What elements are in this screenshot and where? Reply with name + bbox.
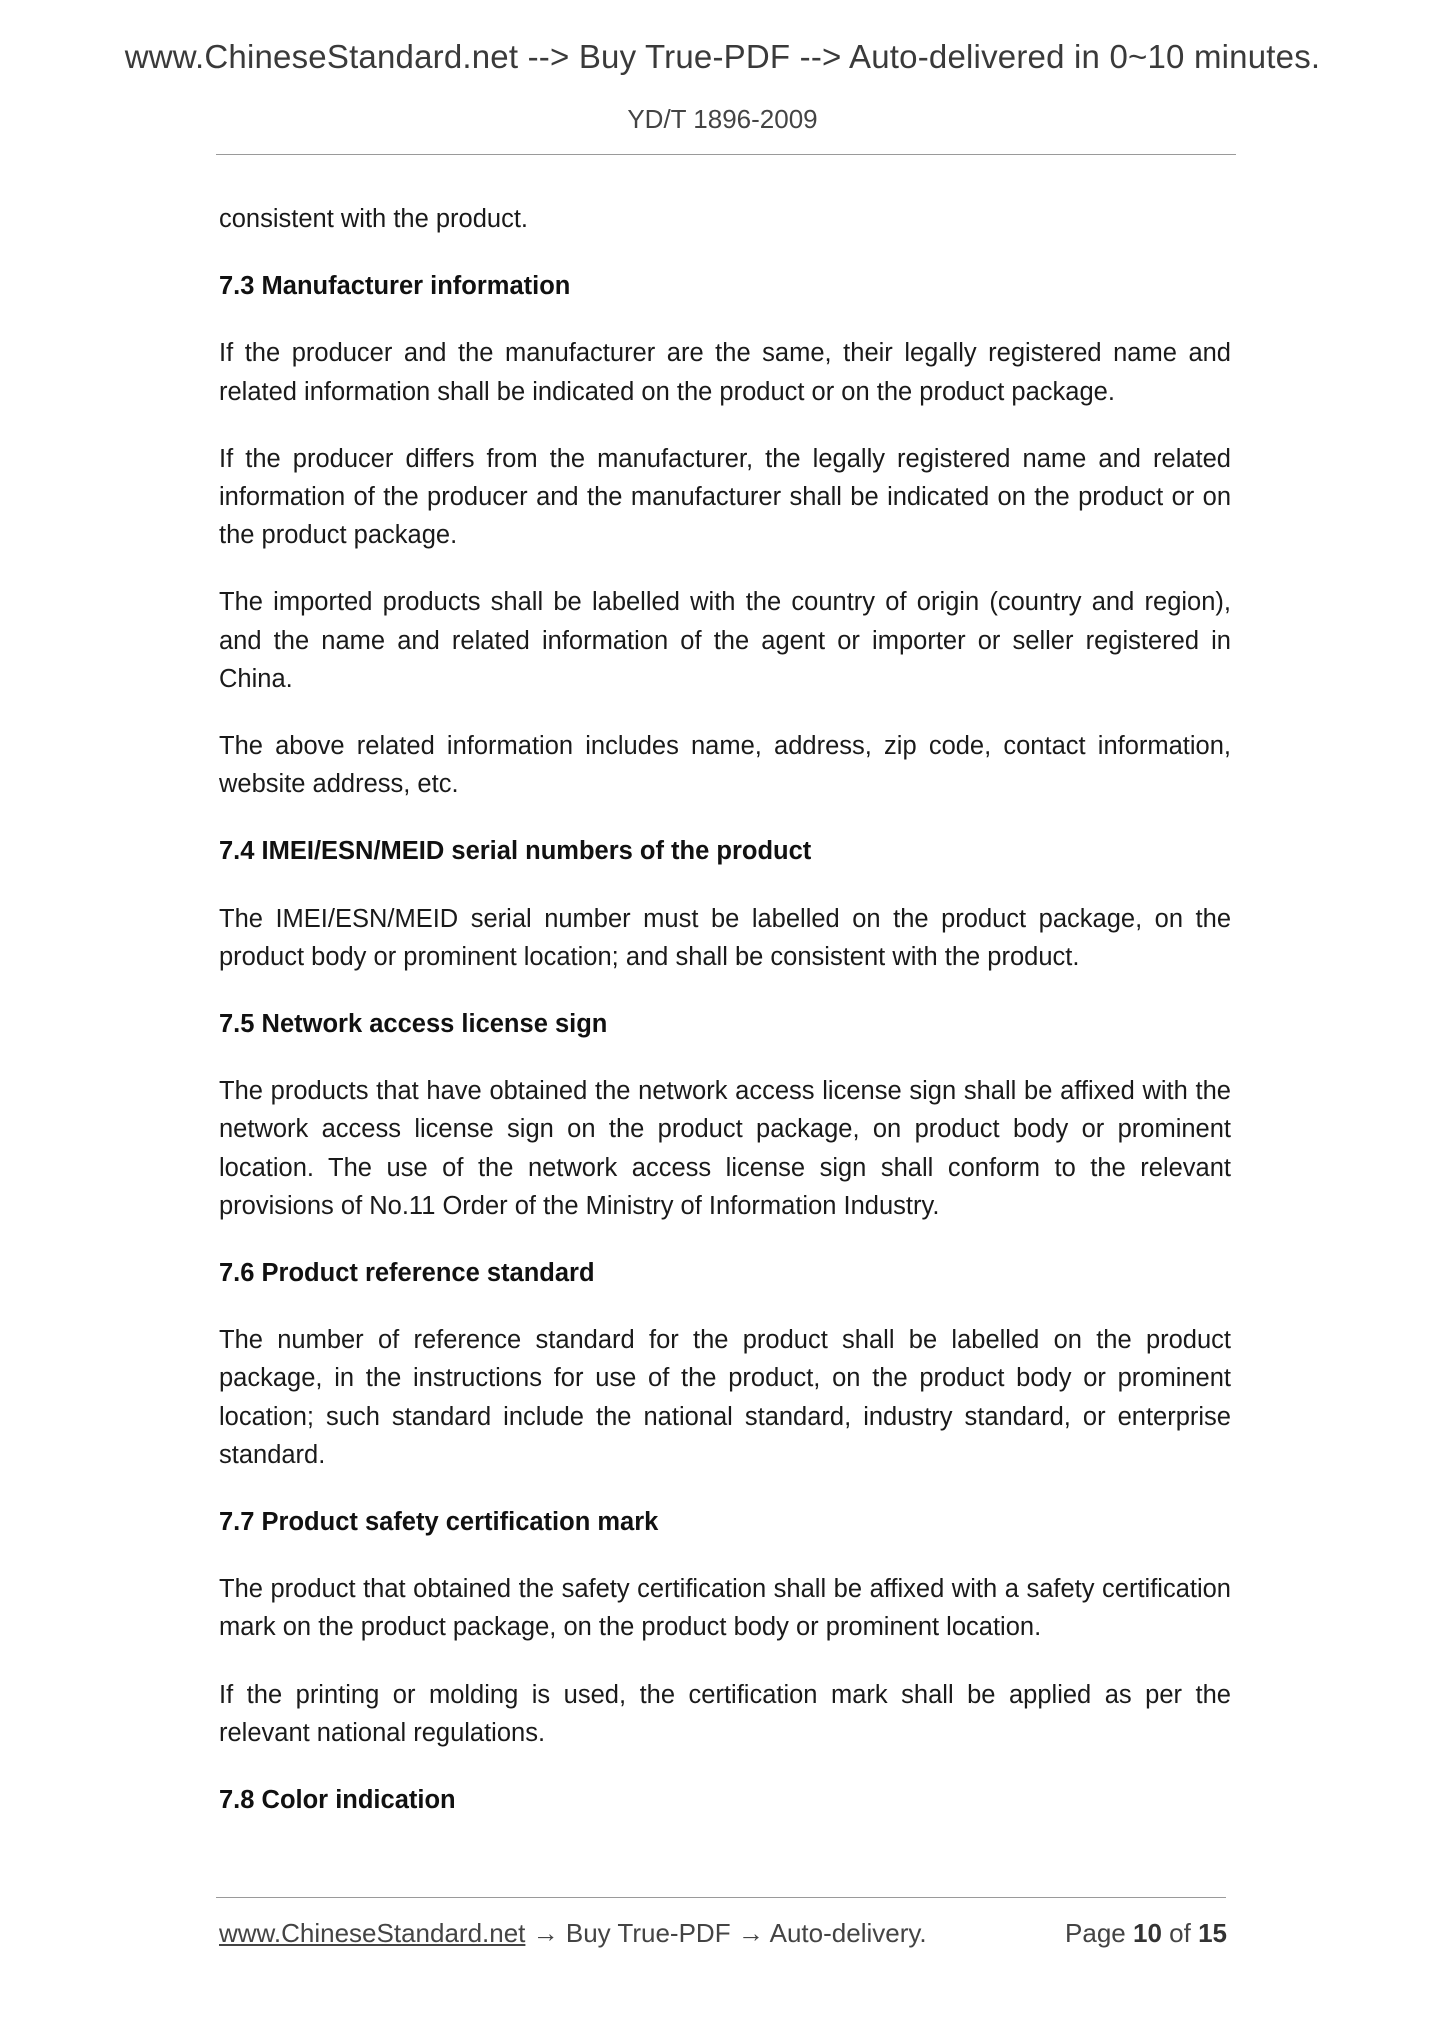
paragraph-intro: consistent with the product. [219,205,529,233]
page-label: Page [1065,1918,1126,1948]
heading-7-3: 7.3 Manufacturer information [219,272,571,301]
document-code: YD/T 1896-2009 [627,104,818,134]
heading-7-4: 7.4 IMEI/ESN/MEID serial numbers of the product [219,837,812,866]
footer-promo [219,1918,927,1949]
heading-7-5: 7.5 Network access license sign [219,1010,608,1039]
paragraph-7-3-b: If the producer differs from the manufacturer, the legally registered name and related information of the producer and the manufacturer shall be indicated on the product or on the product package. [219,444,1231,550]
footer-buy-text: Buy True-PDF [565,1918,731,1948]
paragraph-7-4: The IMEI/ESN/MEID serial number must be labelled on the product package, on the product body or prominent location; and shall be consistent with the product. [219,904,1231,971]
document-body [219,200,1231,1848]
header-divider [216,154,1236,155]
paragraph-7-7-a: The product that obtained the safety certification shall be affixed with a safety certification mark on the product package, on the product body or prominent location. [219,1575,1231,1642]
page-number [1065,1918,1227,1949]
paragraph-7-6: The number of reference standard for the product shall be labelled on the product package, in the instructions for use of the product, on the product body or prominent location; such standard include the national standard, industry standard, or enterprise standard. [219,1326,1231,1469]
page-footer [219,1918,1227,1954]
heading-7-7: 7.7 Product safety certification mark [219,1508,659,1537]
paragraph-7-5: The products that have obtained the network access license sign shall be affixed with the network access license sign on the product package, on product body or prominent location. The use of the network access license sign shall conform to the relevant provisions of No.11 Order of the Ministry of Information Industry. [219,1077,1231,1220]
paragraph-7-7-b: If the printing or molding is used, the certification mark shall be applied as per the relevant national regulations. [219,1680,1231,1747]
footer-site-link[interactable]: www.ChineseStandard.net [219,1918,526,1948]
heading-7-8: 7.8 Color indication [219,1786,456,1815]
promo-banner: www.ChineseStandard.net --> Buy True-PDF --> Auto-delivered in 0~10 minutes. [124,38,1321,75]
arrow-right-icon: → [737,1918,764,1948]
heading-7-6: 7.6 Product reference standard [219,1259,595,1288]
total-pages: 15 [1198,1918,1227,1948]
paragraph-7-3-a: If the producer and the manufacturer are the same, their legally registered name and related information shall be indicated on the product or on the product package. [219,339,1231,406]
footer-delivery-text: Auto-delivery. [769,1918,927,1948]
paragraph-7-3-d: The above related information includes name, address, zip code, contact information, website address, etc. [219,732,1231,799]
arrow-right-icon: → [532,1918,559,1948]
footer-divider [216,1897,1226,1898]
current-page: 10 [1133,1918,1162,1948]
paragraph-7-3-c: The imported products shall be labelled with the country of origin (country and region), and the name and related information of the agent or importer or seller registered in China. [219,588,1231,693]
of-label: of [1169,1918,1191,1948]
